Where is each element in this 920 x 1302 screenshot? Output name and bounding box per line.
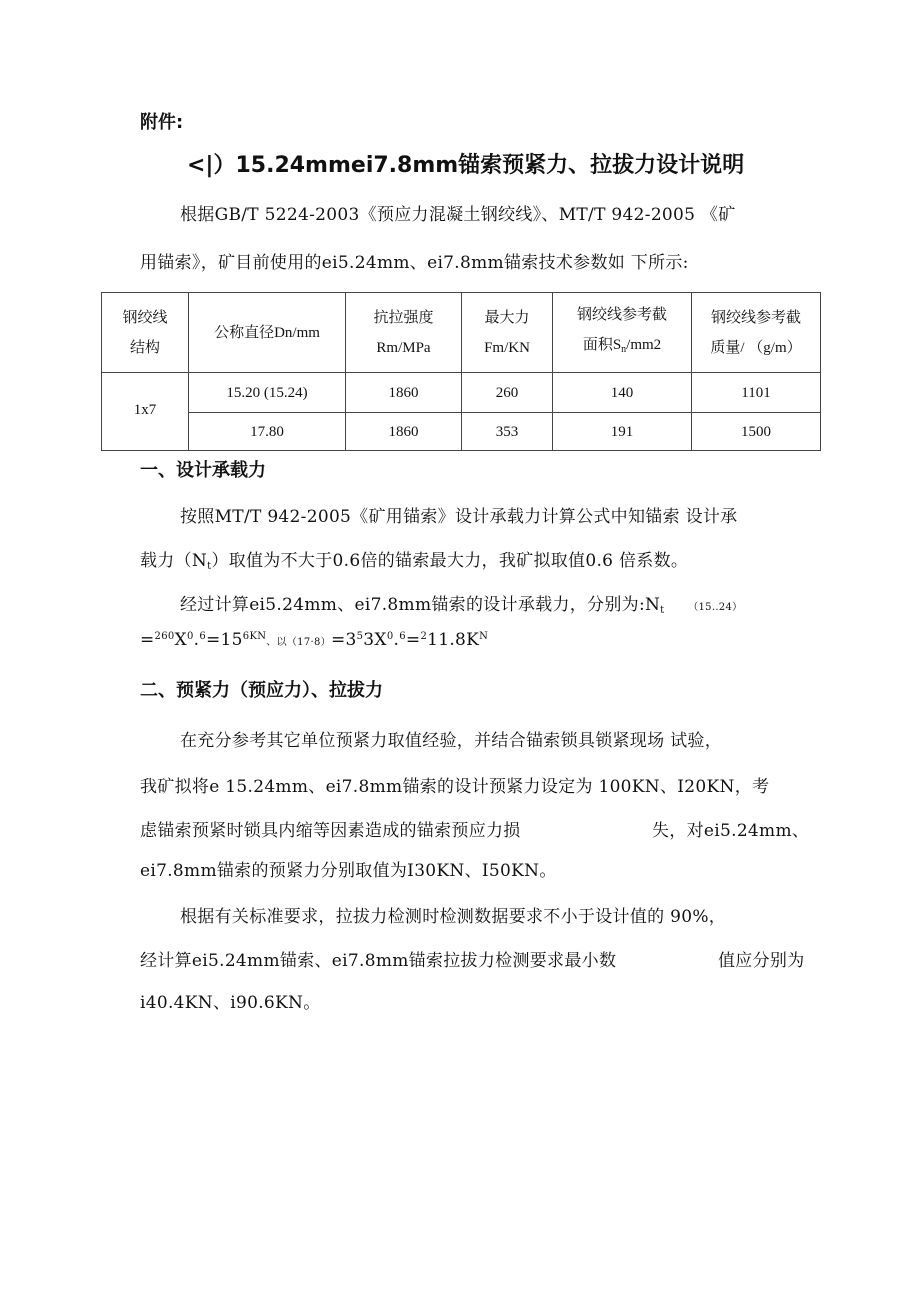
section-2-para-2-line-2a: 经计算ei5.24mm锚索、ei7.8mm锚索拉拔力检测要求最小数 [140, 951, 617, 971]
header-tensile-strength: 抗拉强度 Rm/MPa [346, 293, 462, 373]
section-2-heading: 二、预紧力（预应力）、拉拔力 [140, 680, 383, 701]
cell-area: 191 [553, 413, 692, 451]
cell-force: 353 [462, 413, 553, 451]
header-mass: 钢绞线参考截 质量/ （g/m） [692, 293, 821, 373]
table-row [102, 413, 821, 451]
section-1-heading: 一、设计承载力 [140, 460, 266, 481]
table-row [102, 373, 821, 413]
section-2-para-1-line-1: 在充分参考其它单位预紧力取值经验，并结合锚索锁具锁紧现场 试验， [180, 731, 723, 751]
header-diameter: 公称直径Dn/mm [189, 293, 346, 373]
header-max-force: 最大力 Fm/KN [462, 293, 553, 373]
section-2-para-2-line-3: i40.4KN、i90.6KN。 [140, 993, 321, 1013]
header-structure: 钢绞线 结构 [102, 293, 189, 373]
page-title: <|）15.24mmei7.8mm锚索预紧力、拉拔力设计说明 [187, 153, 745, 178]
cell-force: 260 [462, 373, 553, 413]
table-header-row [102, 293, 821, 373]
section-2-para-1-line-4: ei7.8mm锚索的预紧力分别取值为I30KN、I50KN。 [140, 861, 557, 881]
steel-strand-spec-table [101, 292, 821, 451]
section-1-para-1-line-2: 载力$(N_t)$取值为不大于0.6倍的锚索最大力，我矿拟取值0.6 倍系数。 [140, 551, 689, 572]
cell-diameter: 15.20 (15.24) [189, 373, 346, 413]
cell-strength: 1860 [346, 373, 462, 413]
section-2-para-2-line-1: 根据有关标准要求，拉拔力检测时检测数据要求不小于设计值的 90%， [180, 907, 727, 927]
cell-area: 140 [553, 373, 692, 413]
section-2-para-1-line-2: 我矿拟将e 15.24mm、ei7.8mm锚索的设计预紧力设定为 100KN、I20KN，考 [140, 777, 770, 797]
attachment-label: 附件: [140, 112, 184, 133]
section-2-para-1-line-3b: 失，对ei5.24mm、 [652, 821, 810, 841]
intro-line-1: 根据GB/T 5224-2003《预应力混凝土钢绞线》、MT/T 942-2005 《矿 [180, 205, 736, 225]
header-area: 钢绞线参考截 面积$S_n/mm2$ [553, 293, 692, 373]
section-1-para-2-line-1: 经过计算ei5.24mm、ei7.8mm锚索的设计承载力，分别为$:N_t$ （15..24） [180, 595, 743, 616]
cell-mass: 1101 [692, 373, 821, 413]
section-1-para-1-line-1: 按照MT/T 942-2005《矿用锚索》设计承载力计算公式中知锚索 设计承 [180, 507, 738, 527]
section-2-para-2-line-2b: 值应分别为 [718, 951, 805, 971]
intro-line-2: 用锚索》，矿目前使用的ei5.24mm、ei7.8mm锚索技术参数如 下所示: [140, 253, 689, 273]
cell-strength: 1860 [346, 413, 462, 451]
section-2-para-1-line-3a: 虑锚索预紧时锁具内缩等因素造成的锚索预应力损 [140, 821, 521, 841]
cell-structure: 1x7 [102, 373, 189, 451]
cell-mass: 1500 [692, 413, 821, 451]
cell-diameter: 17.80 [189, 413, 346, 451]
bearing-capacity-formula: $=^{260}X^0.^6=15^{6KN}$、以$(17\cdot 8)=3^53X^0.^6=^211.8K^N$ [140, 630, 489, 650]
